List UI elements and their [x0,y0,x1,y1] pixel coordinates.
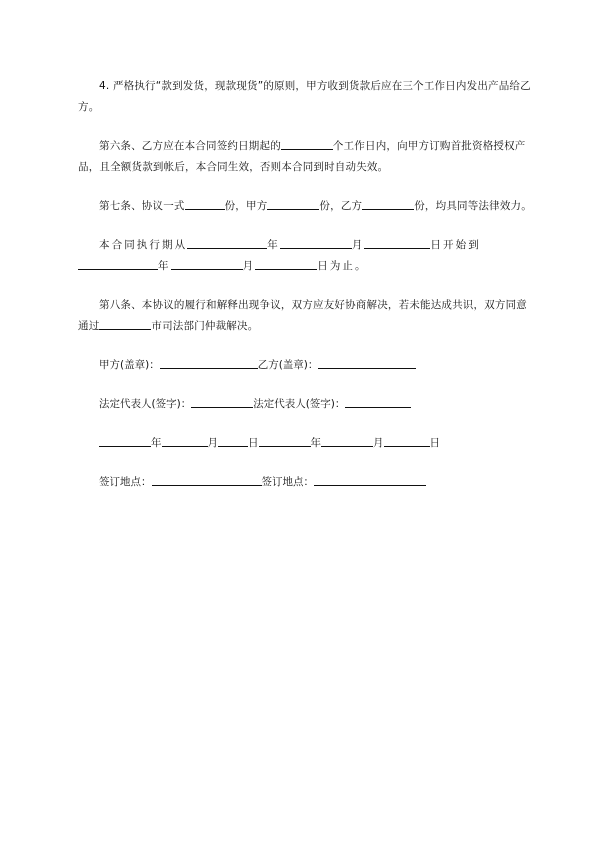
party-a-year-label: 年 [151,437,162,449]
term-end-suffix: 日为止。 [317,260,368,272]
clause-6 [78,136,532,178]
end-day-blank[interactable] [255,258,317,270]
party-b-rep-blank[interactable] [345,396,411,408]
party-a-rep-label: 法定代表人(签字)： [99,398,192,410]
copies-party-b-blank[interactable] [362,198,414,210]
clause-7-text-2: 份，甲方 [224,200,268,212]
party-b-place-blank[interactable] [314,474,426,486]
clause-8 [78,295,532,337]
party-b-year-blank[interactable] [259,435,311,447]
party-a-rep-blank[interactable] [191,396,253,408]
party-a-month-label: 月 [207,437,218,449]
party-a-day-label: 日 [248,437,259,449]
clause-7-text-1: 第七条、协议一式 [99,200,185,212]
term-clause [78,235,532,277]
copies-total-blank[interactable] [185,198,225,210]
party-b-seal-label: 乙方(盖章)： [257,359,319,371]
clause-4-text: 4. 严格执行“款到发货，现款现货”的原则，甲方收到货款后应在三个工作日内发出产品给乙方。 [78,80,531,113]
seal-line [78,355,532,376]
clause-7 [78,196,532,217]
signing-date-line [78,433,532,454]
representative-line [78,394,532,415]
party-b-month-blank[interactable] [321,435,373,447]
party-b-year-label: 年 [310,437,321,449]
clause-7-text-4: 份，均具同等法律效力。 [414,200,532,212]
signing-place-line [78,472,532,493]
party-b-place-label: 签订地点： [261,476,314,488]
copies-party-a-blank[interactable] [267,198,319,210]
party-a-day-blank[interactable] [218,435,248,447]
term-month-2: 月 [242,260,256,272]
clause-4 [78,76,532,118]
term-month-1: 月 [351,239,365,251]
party-a-seal-blank[interactable] [160,357,258,369]
party-a-seal-label: 甲方(盖章)： [99,359,160,371]
clause-7-text-3: 份，乙方 [319,200,363,212]
term-start-suffix: 日开始到 [430,239,481,251]
term-year-2: 年 [158,260,171,272]
clause-8-text-end: 市司法部门仲裁解决。 [151,320,259,332]
end-month-blank[interactable] [171,258,243,270]
start-month-blank[interactable] [280,237,352,249]
term-year-1: 年 [267,239,280,251]
start-year-blank[interactable] [187,237,267,249]
contract-body [78,76,532,511]
clause-6-text-end: 个工作日内，向甲方订购首批资格授权产品，且全额货款到帐后，本合同生效，否则本合同到时自动失效。 [78,140,526,173]
party-b-rep-label: 法定代表人(签字)： [253,398,346,410]
party-b-seal-blank[interactable] [318,357,416,369]
party-b-day-label: 日 [429,437,440,449]
clause-6-text-start: 第六条、乙方应在本合同签约日期起的 [99,140,281,152]
party-a-month-blank[interactable] [162,435,208,447]
start-day-blank[interactable] [364,237,430,249]
workdays-blank[interactable] [281,138,333,150]
term-text-1: 本合同执行期从 [99,239,188,251]
party-a-place-blank[interactable] [152,474,262,486]
party-a-place-label: 签订地点： [99,476,152,488]
party-a-year-blank[interactable] [99,435,151,447]
end-year-blank[interactable] [78,258,158,270]
arbitration-city-blank[interactable] [99,318,151,330]
party-b-month-label: 月 [373,437,384,449]
party-b-day-blank[interactable] [384,435,430,447]
clause-8-text-start: 第八条、本协议的履行和解释出现争议，双方应友好协商解决，若未能达成共识，双方同意通过 [78,299,527,332]
